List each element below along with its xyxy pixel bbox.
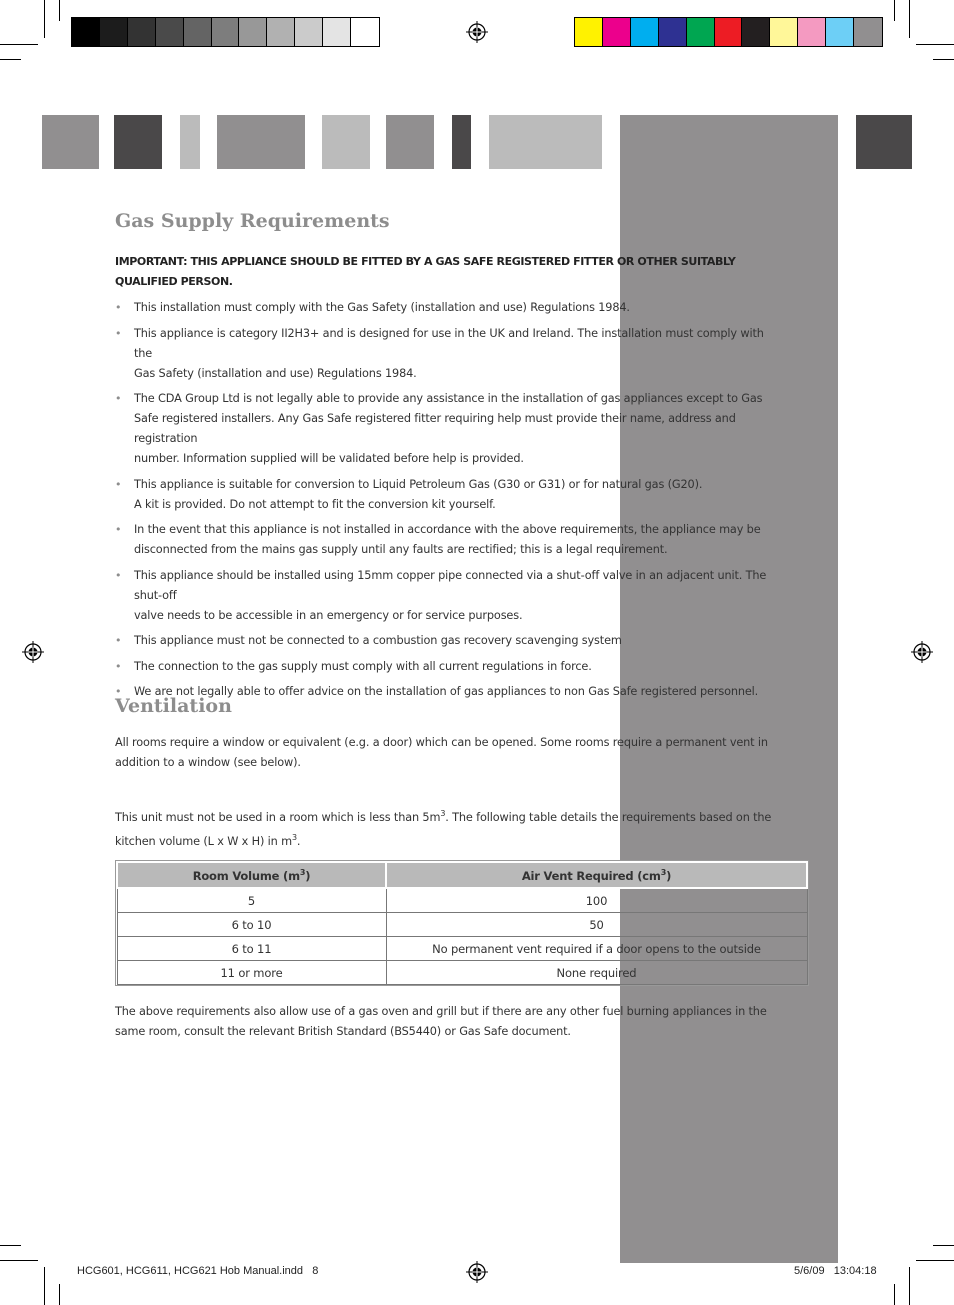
room-volume-cell: 6 to 10	[117, 913, 386, 937]
crop-mark	[894, 0, 895, 21]
crop-mark	[916, 44, 954, 45]
table-header-row	[117, 862, 807, 888]
air-vent-cell: 100	[386, 888, 807, 913]
text-line: . The following table details the requirements based on the	[445, 810, 772, 824]
greyscale-calibration-strip	[71, 17, 380, 47]
table-row	[117, 937, 807, 961]
ventilation-heading: Ventilation	[115, 695, 232, 717]
list-item-line: In the event that this appliance is not installed in accordance with the above requirements, the appliance may be	[134, 523, 761, 536]
crop-mark	[44, 0, 45, 38]
list-item	[115, 324, 782, 384]
registration-mark-icon	[22, 641, 44, 663]
air-vent-cell: 50	[386, 913, 807, 937]
gas-requirements-list	[115, 298, 782, 702]
calibration-swatch	[770, 18, 798, 46]
ventilation-volume-note	[115, 804, 782, 852]
text-line: All rooms require a window or equivalent (e.g. a door) which can be opened. Some rooms require a permanent vent in	[115, 736, 768, 749]
text-line: This unit must not be used in a room which is less than 5m	[115, 810, 441, 824]
air-vent-cell: None required	[386, 961, 807, 985]
calibration-swatch	[631, 18, 659, 46]
calibration-swatch	[184, 18, 212, 46]
list-item	[115, 657, 782, 677]
air-vent-header: Air Vent Required $(cm^3)$	[386, 862, 807, 888]
list-item-line: disconnected from the mains gas supply until any faults are rectified; this is a legal requirement.	[134, 543, 668, 556]
list-item	[115, 566, 782, 626]
gas-supply-section	[115, 210, 782, 708]
list-item-line: Safe registered installers. Any Gas Safe registered fitter requiring help must provide their name, address and registration	[134, 412, 736, 445]
crop-mark	[59, 1284, 60, 1305]
crop-mark	[933, 59, 954, 60]
crop-mark	[59, 0, 60, 21]
ventilation-intro	[115, 733, 782, 773]
calibration-swatch	[603, 18, 631, 46]
calibration-swatch	[239, 18, 267, 46]
list-item	[115, 389, 782, 469]
list-item	[115, 298, 782, 318]
crop-mark	[0, 44, 38, 45]
list-item-line: The CDA Group Ltd is not legally able to provide any assistance in the installation of gas appliances except to Gas	[134, 392, 763, 405]
calibration-swatch	[575, 18, 603, 46]
list-item-line: This appliance is category II2H3+ and is designed for use in the UK and Ireland. The installation must comply with the	[134, 326, 764, 360]
important-notice	[115, 252, 782, 292]
section-tab	[180, 115, 200, 169]
list-item-line: Gas Safety (installation and use) Regulations 1984.	[134, 366, 417, 380]
process-color-calibration-strip	[574, 17, 883, 47]
section-tab	[452, 115, 471, 169]
section-tab	[856, 115, 912, 169]
calibration-swatch	[72, 18, 100, 46]
crop-mark	[0, 1245, 21, 1246]
calibration-swatch	[100, 18, 128, 46]
section-tab	[114, 115, 162, 169]
list-item-line: This installation must comply with the Gas Safety (installation and use) Regulations 1984.	[134, 301, 630, 314]
important-notice-line: QUALIFIED PERSON.	[115, 275, 233, 288]
room-volume-cell: 11 or more	[117, 961, 386, 985]
ventilation-table	[116, 861, 808, 985]
list-item-line: A kit is provided. Do not attempt to fit the conversion kit yourself.	[134, 497, 496, 511]
list-item-line: The connection to the gas supply must comply with all current regulations in force.	[134, 659, 592, 673]
room-volume-header: Room Volume $(m^3)$	[117, 862, 386, 888]
crop-mark	[909, 1267, 910, 1305]
text-line: addition to a window (see below).	[115, 756, 301, 769]
calibration-swatch	[715, 18, 743, 46]
calibration-swatch	[742, 18, 770, 46]
table-row	[117, 913, 807, 937]
list-item-line: This appliance should be installed using 15mm copper pipe connected via a shut-off valve in an adjacent unit. The shut-off	[134, 568, 767, 602]
calibration-swatch	[267, 18, 295, 46]
list-item	[115, 631, 782, 651]
section-tab	[322, 115, 370, 169]
calibration-swatch	[826, 18, 854, 46]
crop-mark	[909, 0, 910, 38]
calibration-swatch	[323, 18, 351, 46]
calibration-swatch	[854, 18, 882, 46]
calibration-swatch	[659, 18, 687, 46]
section-tab	[217, 115, 305, 169]
crop-mark	[44, 1267, 45, 1305]
list-item-line: number. Information supplied will be validated before help is provided.	[134, 452, 524, 465]
ventilation-footnote	[115, 1002, 782, 1042]
text-line: same room, consult the relevant British Standard (BS5440) or Gas Safe document.	[115, 1025, 571, 1038]
crop-mark	[916, 1260, 954, 1261]
text-line: .	[296, 834, 301, 848]
section-tab	[42, 115, 99, 169]
important-notice-line: IMPORTANT: THIS APPLIANCE SHOULD BE FITTED BY A GAS SAFE REGISTERED FITTER OR OTHER SUITABLY	[115, 255, 736, 268]
gas-supply-heading: Gas Supply Requirements	[115, 210, 390, 232]
calibration-swatch	[295, 18, 323, 46]
section-tab	[489, 115, 602, 169]
room-volume-cell: 5	[117, 888, 386, 913]
registration-mark-icon	[466, 1261, 488, 1283]
footer-file-name: HCG601, HCG611, HCG621 Hob Manual.indd 8	[77, 1265, 319, 1277]
table-row	[117, 961, 807, 985]
list-item-line: We are not legally able to offer advice on the installation of gas appliances to non Gas Safe registered personnel.	[134, 685, 759, 698]
list-item	[115, 520, 782, 560]
list-item	[115, 475, 782, 515]
calibration-swatch	[351, 18, 379, 46]
calibration-swatch	[212, 18, 240, 46]
table-row	[117, 888, 807, 913]
ventilation-section	[115, 695, 782, 852]
list-item-line: This appliance is suitable for conversion to Liquid Petroleum Gas (G30 or G31) or for natural gas (G20).	[134, 477, 703, 491]
air-vent-cell: No permanent vent required if a door opens to the outside	[386, 937, 807, 961]
registration-mark-icon	[911, 641, 933, 663]
text-line: kitchen volume (L x W x H) in m	[115, 834, 292, 848]
list-item-line: This appliance must not be connected to a combustion gas recovery scavenging system	[134, 634, 622, 647]
calibration-swatch	[156, 18, 184, 46]
room-volume-cell: 6 to 11	[117, 937, 386, 961]
crop-mark	[894, 1284, 895, 1305]
superscript: 3	[440, 809, 446, 818]
calibration-swatch	[798, 18, 826, 46]
calibration-swatch	[687, 18, 715, 46]
list-item-line: valve needs to be accessible in an emergency or for service purposes.	[134, 608, 523, 622]
text-line: The above requirements also allow use of a gas oven and grill but if there are any other fuel burning appliances in the	[115, 1005, 767, 1018]
registration-mark-icon	[466, 21, 488, 43]
crop-mark	[0, 1260, 38, 1261]
crop-mark	[933, 1245, 954, 1246]
calibration-swatch	[128, 18, 156, 46]
section-tab	[386, 115, 434, 169]
superscript: 3	[291, 832, 297, 842]
crop-mark	[0, 59, 21, 60]
footer-timestamp: 5/6/09 13:04:18	[794, 1265, 877, 1277]
